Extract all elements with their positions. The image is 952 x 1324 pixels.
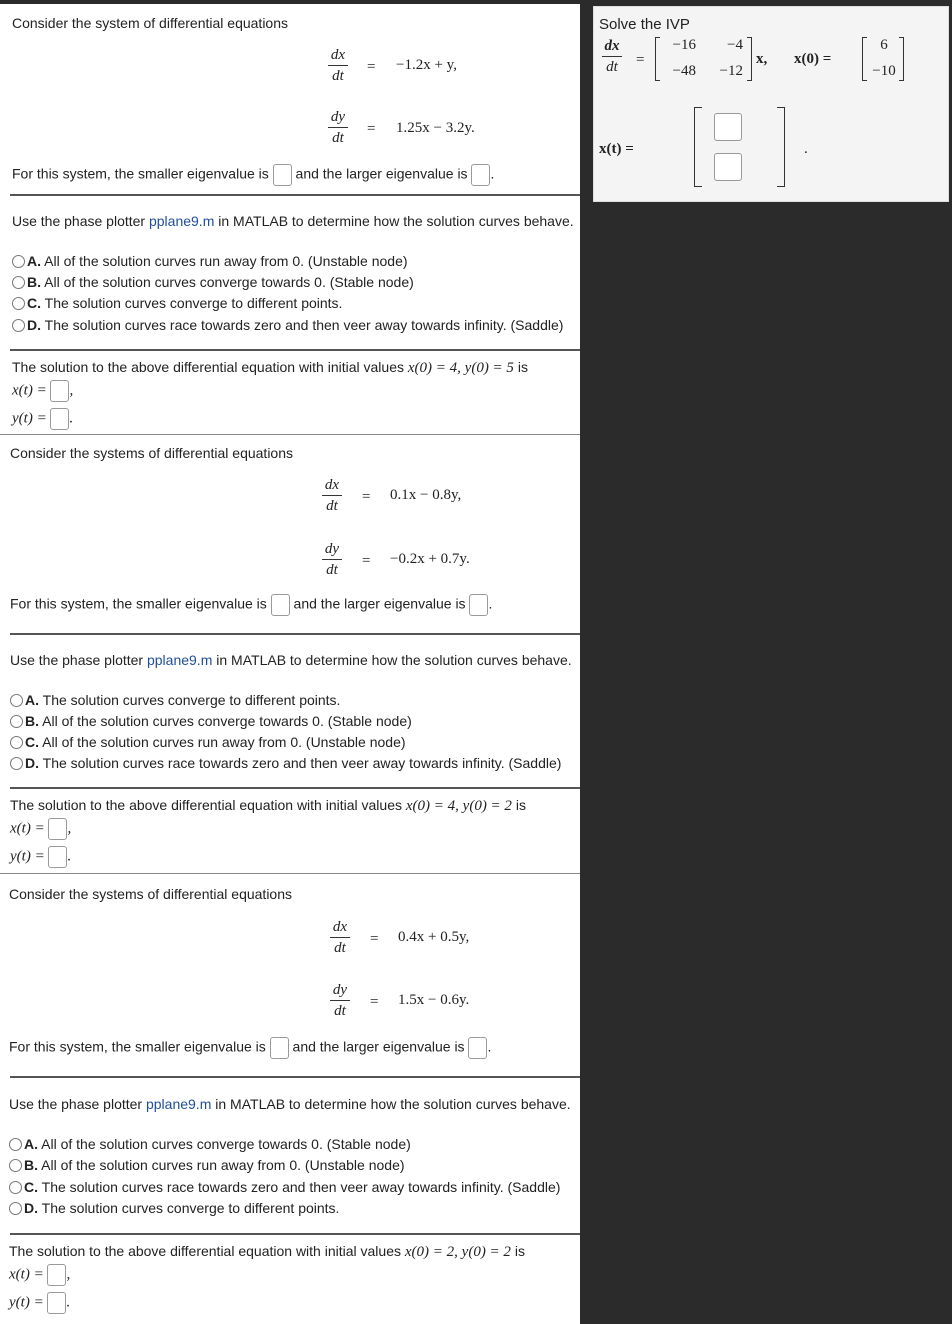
problem-3-eigen-line: For this system, the smaller eigenvalue is and the larger eigenvalue is . (9, 1037, 491, 1059)
problem-2-eq1-rhs: 0.1x − 0.8y, (390, 487, 462, 503)
problem-3-yt-input[interactable] (47, 1292, 66, 1314)
divider (0, 434, 580, 435)
divider (10, 194, 580, 196)
problem-1-xt-row: x(t) = , (12, 380, 73, 402)
answer-left-bracket (694, 107, 702, 187)
ivp-title: Solve the IVP (599, 16, 690, 33)
problem-1-eq1-equals: = (367, 59, 376, 75)
radio-icon[interactable] (12, 297, 25, 310)
radio-icon[interactable] (12, 319, 25, 332)
problem-1-option-b[interactable]: B. All of the solution curves converge towards 0. (Stable node) (12, 274, 414, 290)
problem-2-option-a[interactable]: A. The solution curves converge to different points. (10, 692, 340, 708)
matrix-right-bracket (747, 37, 752, 81)
homework-left-panel (0, 4, 580, 1324)
problem-2-dxdt: dx dt (322, 476, 342, 515)
problem-2-intro: Consider the systems of differential equations (10, 445, 294, 461)
eigen-larger-label: and the larger eigenvalue is (295, 165, 468, 182)
divider (10, 349, 580, 351)
matrix-a11: −16 (672, 37, 696, 53)
problem-2-option-d[interactable]: D. The solution curves race towards zero and then veer away towards infinity. (Saddle) (10, 755, 561, 771)
problem-1-dydt: dy dt (328, 108, 348, 147)
radio-icon[interactable] (9, 1138, 22, 1151)
problem-3-eq2-rhs: 1.5x − 0.6y. (398, 992, 470, 1008)
ivp-answer-x2-input[interactable] (714, 153, 742, 181)
divider (10, 1233, 580, 1235)
eigen-larger-label: and the larger eigenvalue is (293, 595, 466, 612)
problem-2-option-b[interactable]: B. All of the solution curves converge towards 0. (Stable node) (10, 713, 412, 729)
problem-1-eq2-equals: = (367, 121, 376, 137)
problem-1-plotter-prompt: Use the phase plotter pplane9.m in MATLAB to determine how the solution curves behave. (12, 213, 574, 229)
problem-1-dxdt: dx dt (328, 46, 348, 85)
problem-2-option-c[interactable]: C. All of the solution curves run away from 0. (Unstable node) (10, 734, 406, 750)
problem-1-solution-prompt: The solution to the above differential equation with initial values x(0) = 4, y(0) = 5 is (12, 359, 528, 376)
radio-icon[interactable] (9, 1181, 22, 1194)
problem-2-eigen-line: For this system, the smaller eigenvalue is and the larger eigenvalue is . (10, 594, 492, 616)
eigen-smaller-label: For this system, the smaller eigenvalue is (9, 1038, 266, 1055)
matrix-a12: −4 (727, 37, 743, 53)
problem-1-intro: Consider the system of differential equations (12, 15, 289, 31)
problem-1-option-c[interactable]: C. The solution curves converge to different points. (12, 295, 342, 311)
pplane-link[interactable]: pplane9.m (146, 652, 213, 668)
ivp-equals: = (636, 52, 645, 68)
problem-1-option-d[interactable]: D. The solution curves race towards zero and then veer away towards infinity. (Saddle) (12, 317, 563, 333)
problem-1-eq2-rhs: 1.25x − 3.2y. (396, 120, 475, 136)
problem-3-xt-input[interactable] (47, 1264, 66, 1286)
answer-right-bracket (777, 107, 785, 187)
eigen-smaller-label: For this system, the smaller eigenvalue is (10, 595, 267, 612)
ivp-answer-x1-input[interactable] (714, 113, 742, 141)
problem-3-intro: Consider the systems of differential equations (9, 886, 293, 902)
matrix-a21: −48 (672, 63, 696, 79)
problem-1-initial-values: x(0) = 4, y(0) = 5 (407, 360, 514, 376)
problem-1-eigen-line: For this system, the smaller eigenvalue is and the larger eigenvalue is . (12, 164, 494, 186)
radio-icon[interactable] (10, 694, 23, 707)
problem-2-larger-eigen-input[interactable] (469, 594, 488, 616)
problem-3-option-d[interactable]: D. The solution curves converge to different points. (9, 1200, 339, 1216)
radio-icon[interactable] (10, 757, 23, 770)
problem-2-eq2-equals: = (362, 553, 371, 569)
problem-2-plotter-prompt: Use the phase plotter pplane9.m in MATLAB to determine how the solution curves behave. (10, 652, 572, 668)
problem-3-smaller-eigen-input[interactable] (270, 1037, 289, 1059)
problem-3-eq2-equals: = (370, 994, 379, 1010)
problem-3-larger-eigen-input[interactable] (468, 1037, 487, 1059)
radio-icon[interactable] (9, 1159, 22, 1172)
problem-1-xt-input[interactable] (50, 380, 69, 402)
problem-2-eq1-equals: = (362, 489, 371, 505)
problem-3-dxdt: dx dt (330, 918, 350, 957)
matrix-left-bracket (655, 37, 660, 81)
eigen-larger-label: and the larger eigenvalue is (292, 1038, 465, 1055)
eigen-smaller-label: For this system, the smaller eigenvalue is (12, 165, 269, 182)
problem-3-initial-values: x(0) = 2, y(0) = 2 (404, 1244, 511, 1260)
problem-1-eq1-rhs: −1.2x + y, (396, 57, 457, 73)
init-vec-1: 6 (880, 37, 888, 53)
problem-3-option-c[interactable]: C. The solution curves race towards zero and then veer away towards infinity. (Saddle) (9, 1179, 560, 1195)
problem-3-option-a[interactable]: A. All of the solution curves converge towards 0. (Stable node) (9, 1136, 411, 1152)
problem-1-yt-row: y(t) = . (12, 408, 73, 430)
problem-2-xt-input[interactable] (48, 818, 67, 840)
matrix-a22: −12 (719, 63, 743, 79)
radio-icon[interactable] (12, 276, 25, 289)
ivp-period: . (804, 141, 808, 157)
ivp-init-label: x(0) = (794, 51, 832, 67)
problem-3-solution-prompt: The solution to the above differential equation with initial values x(0) = 2, y(0) = 2 is (9, 1243, 525, 1260)
problem-3-eq1-rhs: 0.4x + 0.5y, (398, 929, 470, 945)
radio-icon[interactable] (10, 736, 23, 749)
divider (10, 633, 580, 635)
problem-2-xt-row: x(t) = , (10, 818, 71, 840)
ivp-dxdt: dx dt (602, 37, 622, 76)
divider (0, 873, 580, 874)
problem-2-smaller-eigen-input[interactable] (271, 594, 290, 616)
divider (10, 1076, 580, 1078)
problem-3-dydt: dy dt (330, 981, 350, 1020)
init-vec-2: −10 (872, 63, 896, 79)
radio-icon[interactable] (9, 1202, 22, 1215)
ivp-xt-label: x(t) = (599, 141, 634, 157)
problem-2-initial-values: x(0) = 4, y(0) = 2 (405, 798, 512, 814)
problem-2-yt-input[interactable] (48, 846, 67, 868)
divider (10, 787, 580, 789)
problem-2-dydt: dy dt (322, 540, 342, 579)
problem-1-option-a[interactable]: A. All of the solution curves run away from 0. (Unstable node) (12, 253, 408, 269)
ivp-panel (593, 6, 949, 202)
ivp-x-label: x, (756, 51, 768, 67)
radio-icon[interactable] (12, 255, 25, 268)
pplane-link[interactable]: pplane9.m (148, 213, 215, 229)
problem-3-yt-row: y(t) = . (9, 1292, 70, 1314)
problem-3-plotter-prompt: Use the phase plotter pplane9.m in MATLAB to determine how the solution curves behave. (9, 1096, 571, 1112)
problem-1-larger-eigen-input[interactable] (471, 164, 490, 186)
problem-3-xt-row: x(t) = , (9, 1264, 70, 1286)
init-right-bracket (899, 37, 904, 81)
radio-icon[interactable] (10, 715, 23, 728)
problem-2-eq2-rhs: −0.2x + 0.7y. (390, 551, 470, 567)
problem-2-yt-row: y(t) = . (10, 846, 71, 868)
problem-2-solution-prompt: The solution to the above differential equation with initial values x(0) = 4, y(0) = 2 is (10, 797, 526, 814)
problem-3-option-b[interactable]: B. All of the solution curves run away from 0. (Unstable node) (9, 1157, 405, 1173)
problem-3-eq1-equals: = (370, 931, 379, 947)
pplane-link[interactable]: pplane9.m (145, 1096, 212, 1112)
problem-1-smaller-eigen-input[interactable] (273, 164, 292, 186)
problem-1-yt-input[interactable] (50, 408, 69, 430)
